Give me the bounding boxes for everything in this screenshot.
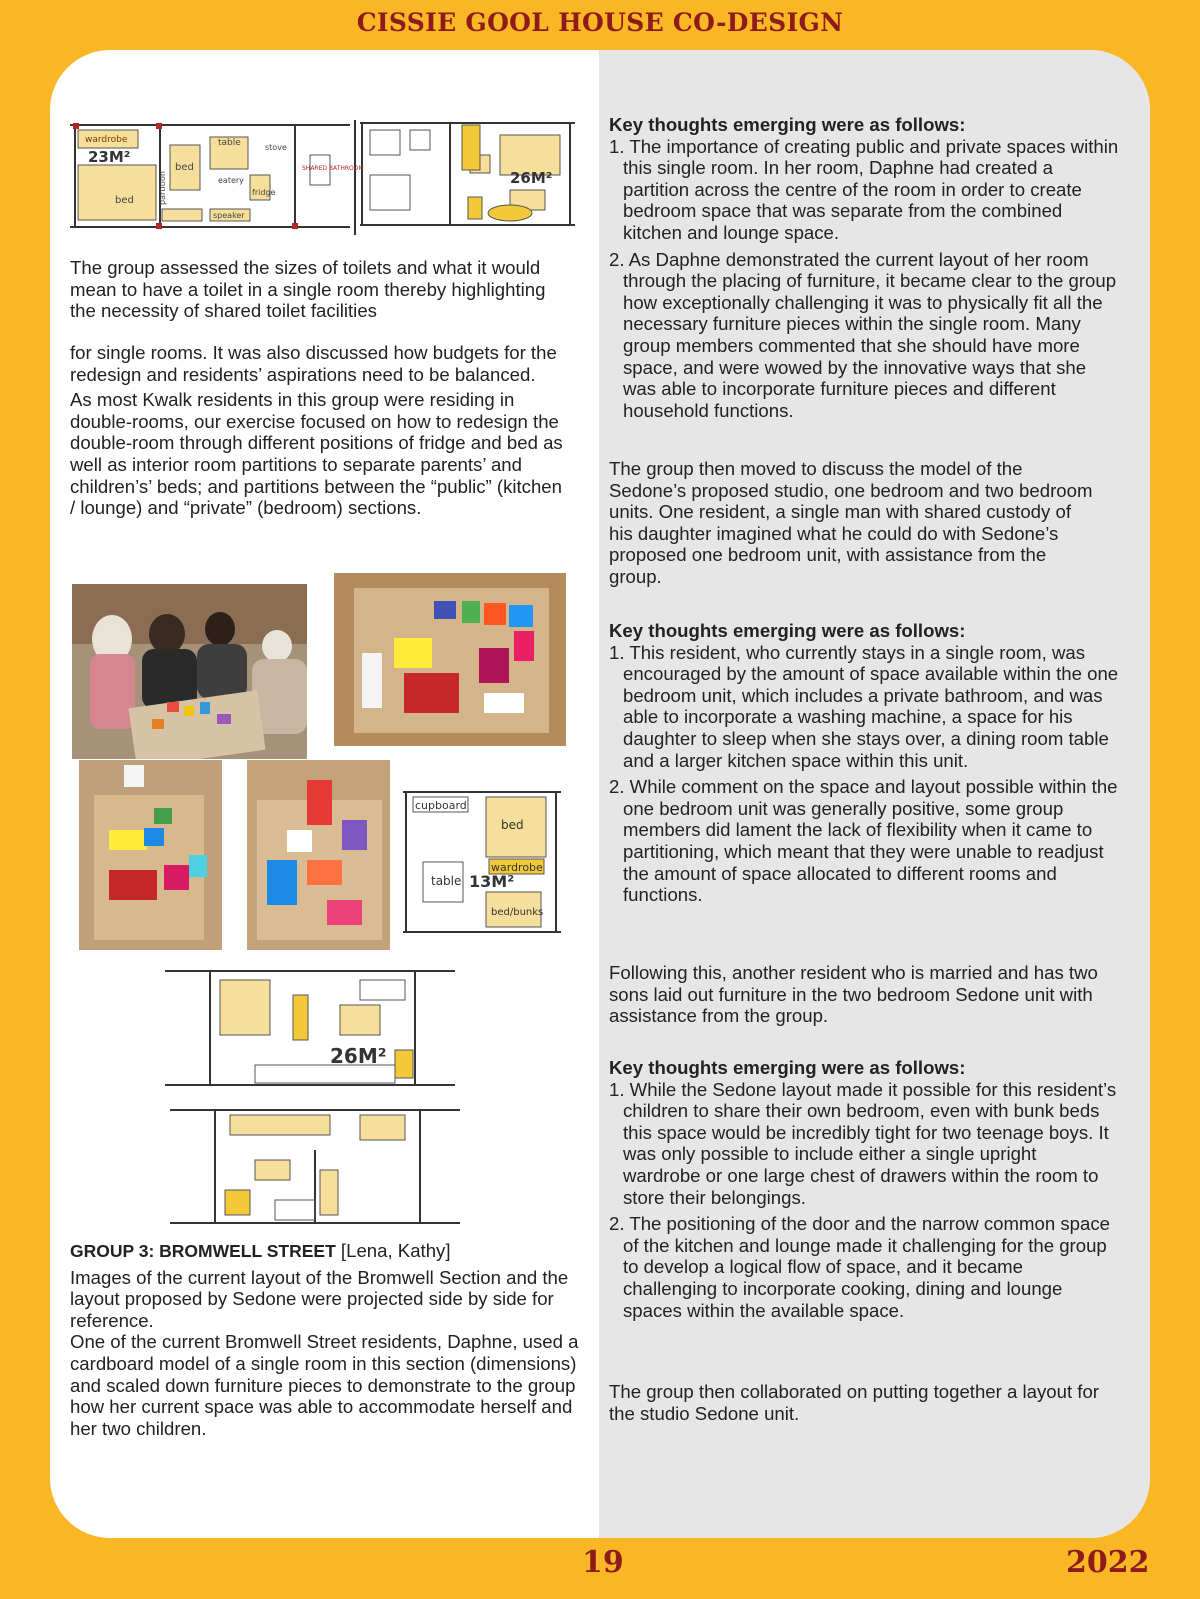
sketch-label-cupboard: cupboard: [415, 799, 467, 812]
right-block-1: [609, 114, 1119, 426]
plan-bottom-area-label: 26M²: [330, 1044, 387, 1068]
right-list-3: [609, 1079, 1119, 1322]
plan-label-partition: partition: [158, 171, 167, 205]
plan-label-speaker: speaker: [213, 211, 245, 220]
group3-people: [Lena, Kathy]: [335, 1240, 451, 1261]
sketch-area-label: 13M²: [469, 872, 515, 891]
right-block-6: [609, 1381, 1099, 1424]
plan-right-area-label: 26M²: [510, 169, 553, 187]
plan-left-area-label: 23M²: [88, 148, 131, 166]
right-para-sedone-models: The group then moved to discuss the model of the Sedone’s proposed studio, one bedroom and two bedroom units. One resident, a single man with shared custody of his daughter imagined what he could do with Sedone’s proposed one bedroom unit, with assistance from the group.: [609, 458, 1093, 587]
sketch-label-wardrobe: wardrobe: [491, 861, 543, 874]
sketch-13m2-layout: [401, 787, 563, 937]
list-item: 1. This resident, who currently stays in a single room, was encouraged by the amount of space available within the one bedroom unit, which includes a private bathroom, and was able to incorporate a washing machine, a space for his daughter to sleep when she stays over, a dining room table and a larger kitchen space within this unit.: [609, 641, 1119, 771]
left-para-budgets: for single rooms. It was also discussed how budgets for the redesign and residents’ aspirations need to be balanced.: [70, 342, 557, 385]
group3-heading: GROUP 3: BROMWELL STREET: [70, 1241, 336, 1261]
right-para-studio: The group then collaborated on putting together a layout for the studio Sedone unit.: [609, 1381, 1099, 1424]
list-item: 2. The positioning of the door and the narrow common space of the kitchen and lounge made it challenging for the group to develop a logical flow of space, and it became challenging to incorporate cooking, dining and lounge spaces within the available space.: [609, 1213, 1110, 1321]
photo-cardboard-model-3: [247, 760, 390, 950]
list-item: 2. As Daphne demonstrated the current layout of her room through the placing of furniture, it became clear to the group how exceptionally challenging it was to physically fit all the necessary furniture pieces within the single room. Many group members commented that she should have more space, and were wowed by the innovative ways that she was able to incorporate furniture pieces and different household functions.: [609, 248, 1117, 421]
plan-label-wardrobe: wardrobe: [85, 135, 128, 145]
left-paragraph-1: [70, 257, 570, 322]
right-para-two-sons: Following this, another resident who is married and has two sons laid out furniture in the two bedroom Sedone unit with assistance from the group.: [609, 962, 1098, 1027]
right-block-3: [609, 620, 1119, 911]
left-group3-section: [70, 1240, 580, 1439]
footer-year: 2022: [1066, 1545, 1150, 1580]
right-block-2: [609, 458, 1099, 588]
right-heading-3: Key thoughts emerging were as follows:: [609, 1057, 966, 1078]
right-block-4: [609, 962, 1099, 1027]
right-heading-2: Key thoughts emerging were as follows:: [609, 620, 966, 641]
left-paragraphs-2-3: [70, 342, 570, 519]
right-heading-1: Key thoughts emerging were as follows:: [609, 114, 966, 135]
plan-label-bed2: bed: [175, 162, 194, 173]
right-block-5: [609, 1057, 1119, 1326]
list-item: 1. The importance of creating public and private spaces within this single room. In her room, Daphne had created a partition across the centre of the room in order to create bedroom space that was separate from the combined kitchen and lounge space.: [609, 135, 1119, 243]
plan-label-bed1: bed: [115, 195, 134, 206]
left-para-daphne: One of the current Bromwell Street residents, Daphne, used a cardboard model of a single room in this section (dimensions) and scaled down furniture pieces to demonstrate to the group how her current space was able to accommodate herself and her two children.: [70, 1331, 579, 1439]
photo-cardboard-model-2: [79, 760, 222, 950]
group3-heading-line: [70, 1240, 580, 1263]
sketch-label-bed: bed: [501, 818, 524, 832]
photo-group-meeting: [72, 584, 307, 759]
floor-plans-sedone-units: [165, 965, 465, 1235]
floor-plan-current-and-proposed: [70, 115, 590, 240]
left-para-projected: Images of the current layout of the Bromwell Section and the layout proposed by Sedone were projected side by side for reference.: [70, 1266, 569, 1331]
right-list-2: [609, 642, 1119, 906]
right-list-1: [609, 136, 1119, 422]
list-item: 2. While comment on the space and layout possible within the one bedroom unit was generally positive, some group members did lament the lack of flexibility when it came to partitioning, which meant that they were unable to readjust the amount of space allocated to different rooms and functions.: [609, 776, 1118, 906]
list-item: 1. While the Sedone layout made it possible for this resident’s children to share their own bedroom, even with bunk beds this space would be incredibly tight for two teenage boys. It was only possible to include either a single upright wardrobe or one large chest of drawers within the room to store their belongings.: [609, 1078, 1117, 1208]
content-card: [50, 50, 1150, 1538]
plan-label-fridge: fridge: [252, 188, 276, 197]
header-title: CISSIE GOOL HOUSE CO-DESIGN: [356, 8, 844, 37]
photo-cardboard-model-1: [334, 573, 566, 746]
plan-label-table: table: [218, 138, 241, 148]
plan-label-shared-bathroom: SHARED BATHROOM: [302, 165, 364, 172]
sketch-label-table: table: [431, 874, 462, 888]
sketch-label-bunks: bed/bunks: [491, 907, 544, 918]
left-para-toilets: The group assessed the sizes of toilets and what it would mean to have a toilet in a single room thereby highlighting the necessity of shared toilet facilities: [70, 257, 546, 322]
page-number: 19: [582, 1545, 624, 1580]
plan-label-eatery: eatery: [218, 176, 244, 185]
plan-label-stove: stove: [265, 143, 287, 152]
left-para-double-rooms: As most Kwalk residents in this group were residing in double-rooms, our exercise focused on how to redesign the double-room through different positions of fridge and bed as well as interior room partitions to separate parents’ and children’s’ beds; and partitions between the “public” (kitchen / lounge) and “private” (bedroom) sections.: [70, 389, 563, 519]
